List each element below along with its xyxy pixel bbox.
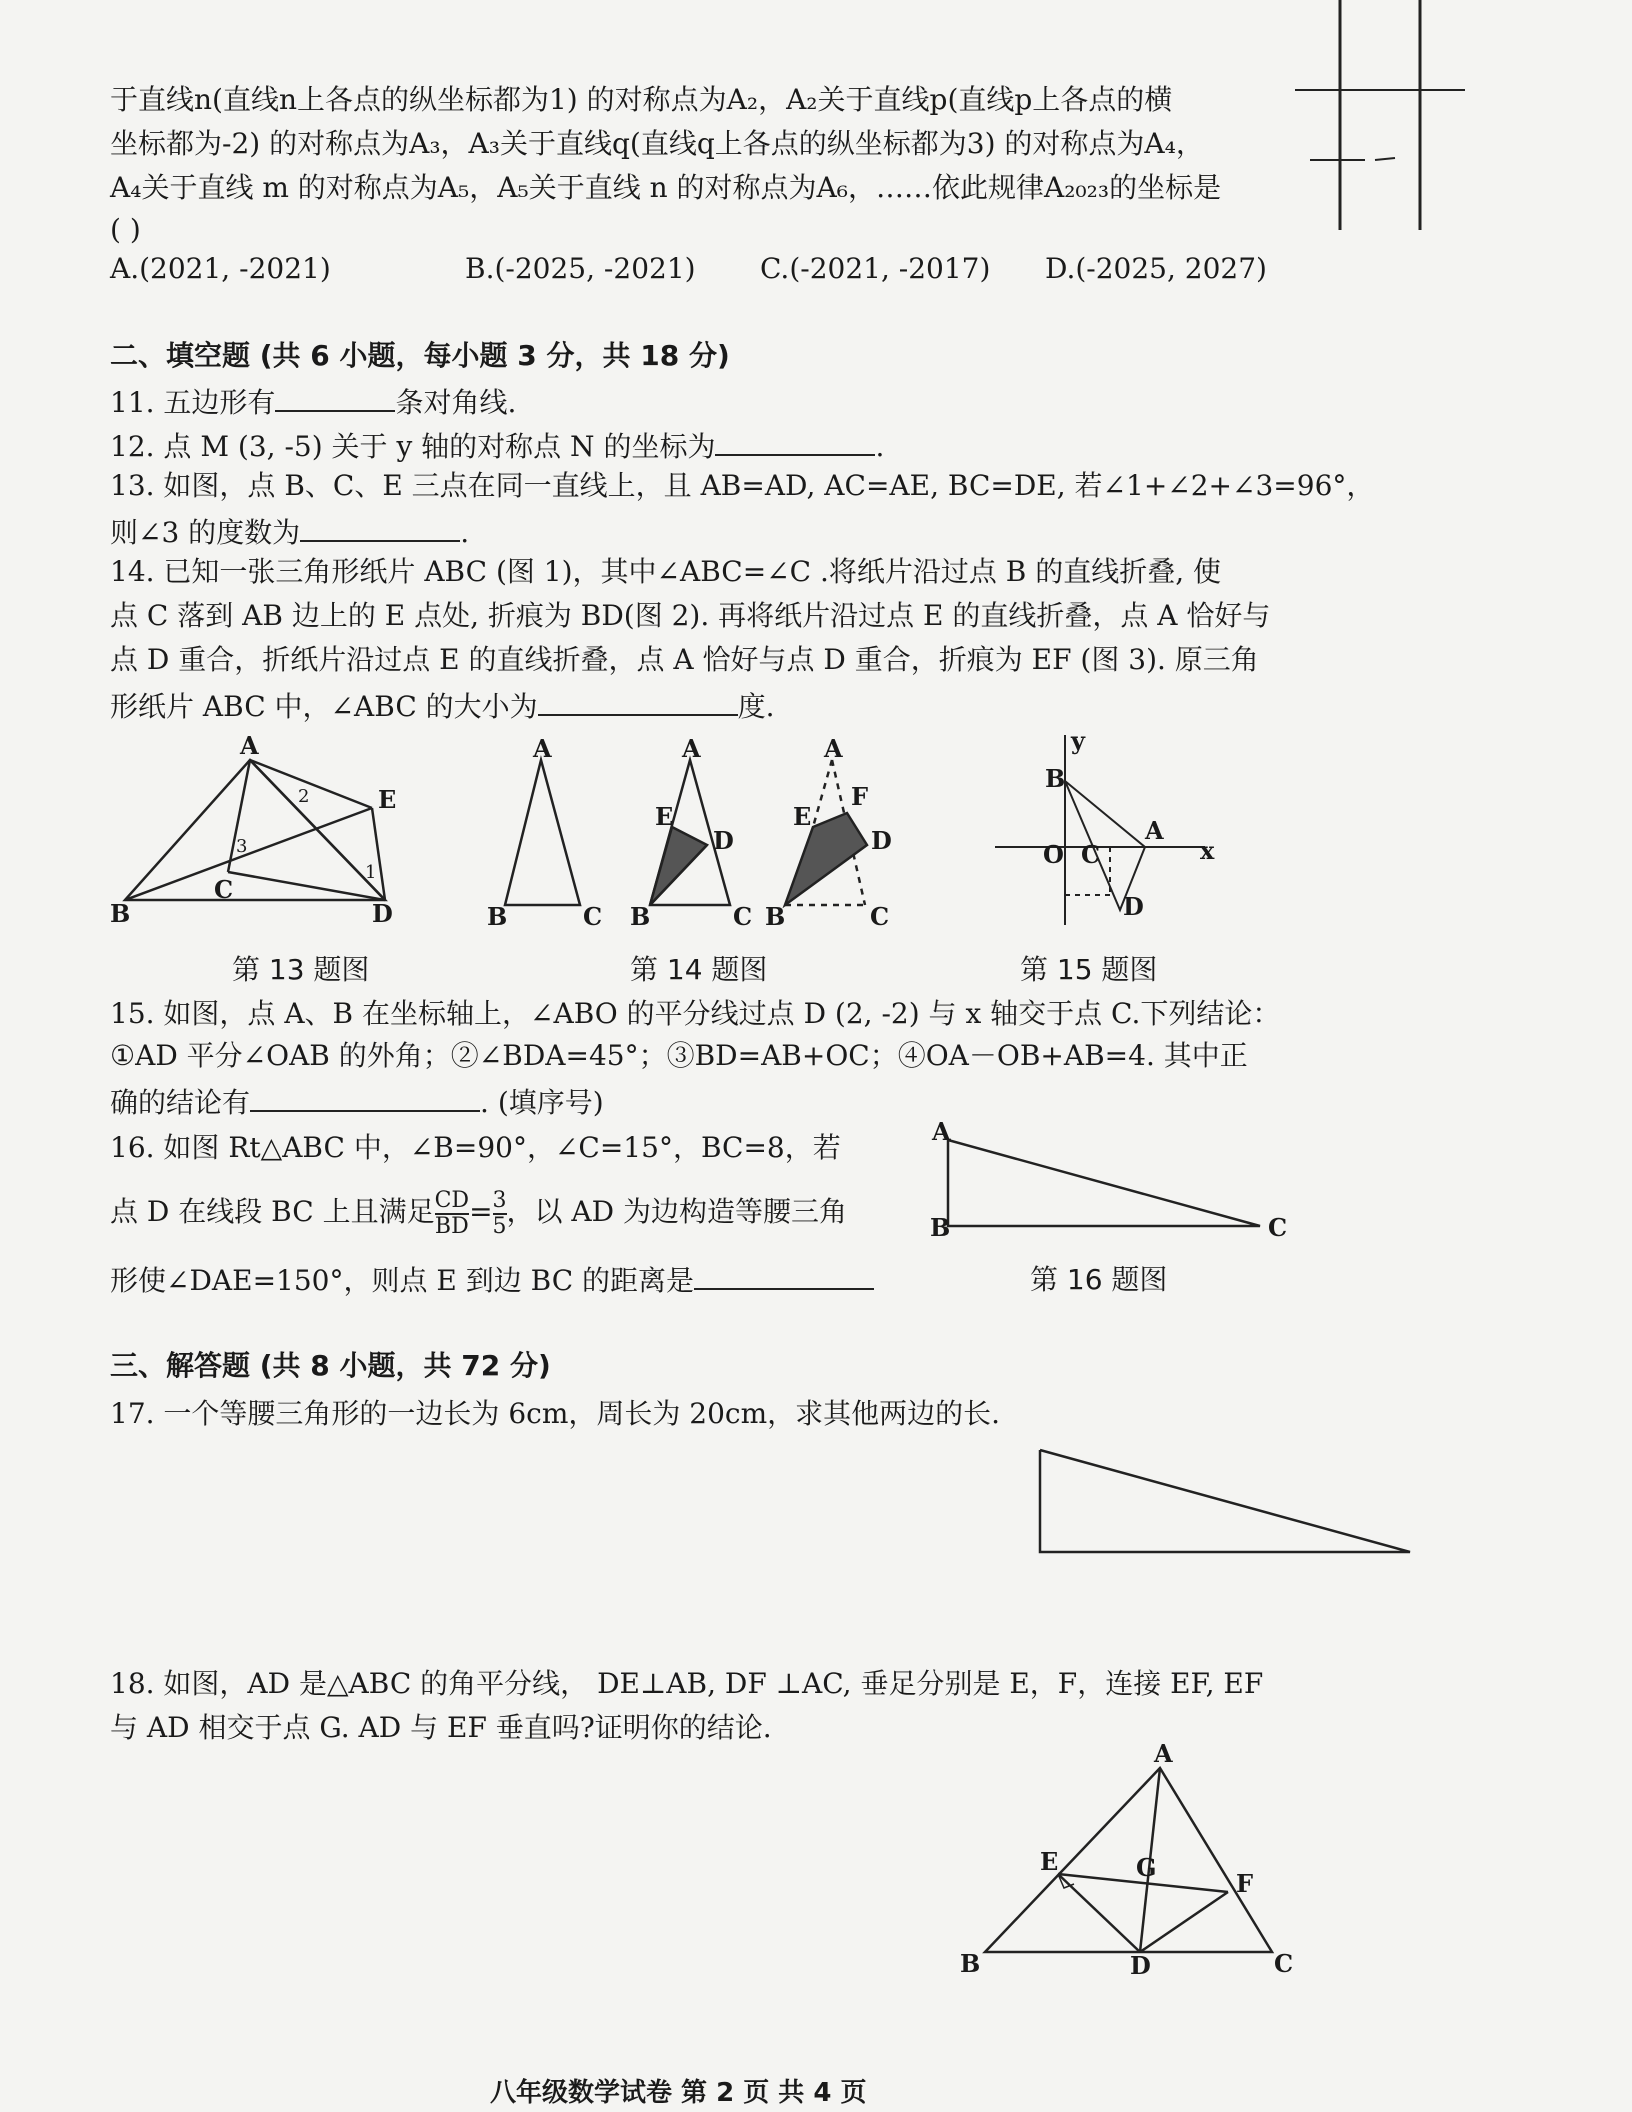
f16-label-c: C bbox=[1268, 1213, 1288, 1242]
q10-answer-paren: ( ) bbox=[110, 213, 141, 246]
corner-sketch bbox=[1280, 0, 1480, 230]
q14-line-1: 14. 已知一张三角形纸片 ABC (图 1)，其中∠ABC=∠C .将纸片沿过点 B 的直线折叠, 使 bbox=[110, 555, 1222, 588]
q10-line-3: A₄关于直线 m 的对称点为A₅，A₅关于直线 n 的对称点为A₆，……依此规律A₂₀₂₃的坐标是 bbox=[110, 171, 1222, 204]
f13-label-c: C bbox=[214, 875, 234, 904]
q14-line-3: 点 D 重合，折纸片沿过点 E 的直线折叠，点 A 恰好与点 D 重合，折痕为 EF (图 3). 原三角 bbox=[110, 643, 1259, 676]
q18-line-1: 18. 如图，AD 是△ABC 的角平分线， DE⊥AB, DF ⊥AC, 垂足分别是 E，F，连接 EF, EF bbox=[110, 1667, 1264, 1700]
f14-p2-label-c: C bbox=[733, 902, 753, 931]
f18-label-f: F bbox=[1236, 1869, 1254, 1898]
q12-answer-blank[interactable] bbox=[715, 424, 875, 456]
q15-text-b: . (填序号) bbox=[480, 1086, 604, 1119]
fig15-caption: 第 15 题图 bbox=[1020, 953, 1158, 986]
f13-label-1: 1 bbox=[365, 862, 377, 883]
q16-frac-den: BD bbox=[434, 1213, 469, 1239]
q14-text-a: 形纸片 ABC 中，∠ABC 的大小为 bbox=[110, 690, 538, 723]
q12 bbox=[110, 424, 884, 467]
f15-label-o: O bbox=[1043, 840, 1064, 869]
f14-p3-label-e: E bbox=[793, 802, 812, 831]
q15-line-1: 15. 如图，点 A、B 在坐标轴上，∠ABO 的平分线过点 D (2, -2) 与 x 轴交于点 C.下列结论： bbox=[110, 997, 1281, 1030]
f18-label-a: A bbox=[1154, 1739, 1173, 1768]
q13-answer-blank[interactable] bbox=[300, 510, 460, 542]
q16-frac2-num: 3 bbox=[492, 1187, 507, 1213]
q16-frac-eq: = bbox=[469, 1195, 493, 1228]
q11-answer-blank[interactable] bbox=[275, 380, 395, 412]
q13-text-a: 则∠3 的度数为 bbox=[110, 516, 301, 549]
q16-frac-num: CD bbox=[434, 1187, 470, 1213]
q12-text-a: 12. 点 M (3, -5) 关于 y 轴的对称点 N 的坐标为 bbox=[110, 430, 716, 463]
page-footer: 八年级数学试卷 第 2 页 共 4 页 bbox=[490, 2078, 867, 2108]
q16-answer-blank[interactable] bbox=[694, 1258, 874, 1290]
q16-line-3 bbox=[110, 1258, 874, 1301]
fig16-caption: 第 16 题图 bbox=[1030, 1263, 1168, 1296]
q12-text-b: . bbox=[875, 430, 885, 463]
q10-option-a: A.(2021, -2021) bbox=[110, 252, 331, 285]
f16-label-a: A bbox=[932, 1117, 951, 1146]
q10-line-2: 坐标都为-2) 的对称点为A₃，A₃关于直线q(直线q上各点的纵坐标都为3) 的对称点为A₄， bbox=[110, 127, 1204, 160]
q16-frac2-den: 5 bbox=[492, 1213, 507, 1239]
section-2-title: 二、填空题 (共 6 小题，每小题 3 分，共 18 分) bbox=[110, 339, 730, 372]
q16-line-2 bbox=[110, 1188, 847, 1239]
q13-line-2 bbox=[110, 510, 469, 553]
f13-label-3: 3 bbox=[236, 836, 248, 857]
q17-text: 17. 一个等腰三角形的一边长为 6cm，周长为 20cm，求其他两边的长. bbox=[110, 1397, 1001, 1430]
figure-15 bbox=[995, 726, 1225, 930]
f15-label-a: A bbox=[1145, 816, 1164, 845]
q11-text-a: 11. 五边形有 bbox=[110, 386, 276, 419]
q14-line-4 bbox=[110, 684, 775, 727]
q11 bbox=[110, 380, 516, 423]
f14-p2-label-d: D bbox=[713, 826, 734, 855]
f18-label-b: B bbox=[960, 1949, 981, 1978]
f13-label-2: 2 bbox=[298, 786, 310, 807]
q15-line-2: ①AD 平分∠OAB 的外角；②∠BDA=45°；③BD=AB+OC；④OA－OB+AB=4. 其中正 bbox=[110, 1039, 1248, 1072]
q15-text-a: 确的结论有 bbox=[110, 1086, 251, 1119]
f16-label-b: B bbox=[930, 1213, 951, 1242]
q17-sketch bbox=[1020, 1420, 1420, 1560]
f13-label-a: A bbox=[240, 731, 259, 760]
f18-label-c: C bbox=[1274, 1949, 1294, 1978]
figure-13 bbox=[110, 731, 410, 928]
f14-p3-label-c: C bbox=[870, 902, 890, 931]
f14-p2-label-b: B bbox=[630, 902, 651, 931]
fig14-caption: 第 14 题图 bbox=[630, 953, 768, 986]
f15-label-d: D bbox=[1123, 892, 1144, 921]
q10-option-d: D.(-2025, 2027) bbox=[1045, 252, 1267, 285]
q14-text-b: 度. bbox=[737, 690, 775, 723]
figure-16 bbox=[930, 1117, 1290, 1248]
f13-label-e: E bbox=[378, 785, 397, 814]
q11-text-b: 条对角线. bbox=[395, 386, 517, 419]
f14-p3-label-b: B bbox=[765, 902, 786, 931]
f14-p1-label-c: C bbox=[583, 902, 603, 931]
fig13-caption: 第 13 题图 bbox=[232, 953, 370, 986]
section-3-title: 三、解答题 (共 8 小题，共 72 分) bbox=[110, 1349, 551, 1382]
q16-text-b: ，以 AD 为边构造等腰三角 bbox=[506, 1195, 848, 1228]
f18-label-e: E bbox=[1040, 1847, 1059, 1876]
q10-option-b: B.(-2025, -2021) bbox=[465, 252, 696, 285]
f13-label-b: B bbox=[110, 899, 131, 928]
q13-line-1: 13. 如图，点 B、C、E 三点在同一直线上，且 AB=AD, AC=AE, BC=DE, 若∠1+∠2+∠3=96°， bbox=[110, 469, 1375, 502]
f14-p3-label-a: A bbox=[824, 734, 843, 763]
f15-label-y: y bbox=[1071, 726, 1085, 755]
q15-answer-blank[interactable] bbox=[250, 1080, 480, 1112]
q14-answer-blank[interactable] bbox=[538, 684, 738, 716]
q18-line-2: 与 AD 相交于点 G. AD 与 EF 垂直吗?证明你的结论. bbox=[110, 1711, 772, 1744]
f18-label-g: G bbox=[1136, 1853, 1157, 1882]
q16-text-c: 形使∠DAE=150°，则点 E 到边 BC 的距离是 bbox=[110, 1264, 695, 1297]
f13-label-d: D bbox=[372, 899, 393, 928]
q10-option-c: C.(-2021, -2017) bbox=[760, 252, 991, 285]
f14-p2-label-a: A bbox=[682, 734, 701, 763]
f14-p3-label-d: D bbox=[871, 826, 892, 855]
f18-label-d: D bbox=[1130, 1951, 1151, 1980]
f14-p3-label-f: F bbox=[851, 782, 869, 811]
f15-label-x: x bbox=[1200, 836, 1215, 865]
q14-line-2: 点 C 落到 AB 边上的 E 点处, 折痕为 BD(图 2). 再将纸片沿过点 E 的直线折叠，点 A 恰好与 bbox=[110, 599, 1271, 632]
q16-line-1: 16. 如图 Rt△ABC 中，∠B=90°，∠C=15°，BC=8，若 bbox=[110, 1131, 841, 1164]
q10-line-1: 于直线n(直线n上各点的纵坐标都为1) 的对称点为A₂，A₂关于直线p(直线p上各点的横 bbox=[110, 83, 1173, 116]
f14-p1-label-b: B bbox=[487, 902, 508, 931]
q13-text-b: . bbox=[460, 516, 470, 549]
f15-label-b: B bbox=[1045, 764, 1066, 793]
q16-fraction-3-5 bbox=[493, 1189, 507, 1239]
f14-p2-label-e: E bbox=[655, 802, 674, 831]
f14-p1-label-a: A bbox=[533, 734, 552, 763]
figure-14 bbox=[475, 734, 915, 931]
q16-text-a: 点 D 在线段 BC 上且满足 bbox=[110, 1195, 435, 1228]
q15-line-3 bbox=[110, 1080, 604, 1123]
f15-label-c: C bbox=[1081, 840, 1101, 869]
figure-18 bbox=[960, 1740, 1300, 1980]
q16-fraction-cd-bd bbox=[435, 1189, 469, 1239]
